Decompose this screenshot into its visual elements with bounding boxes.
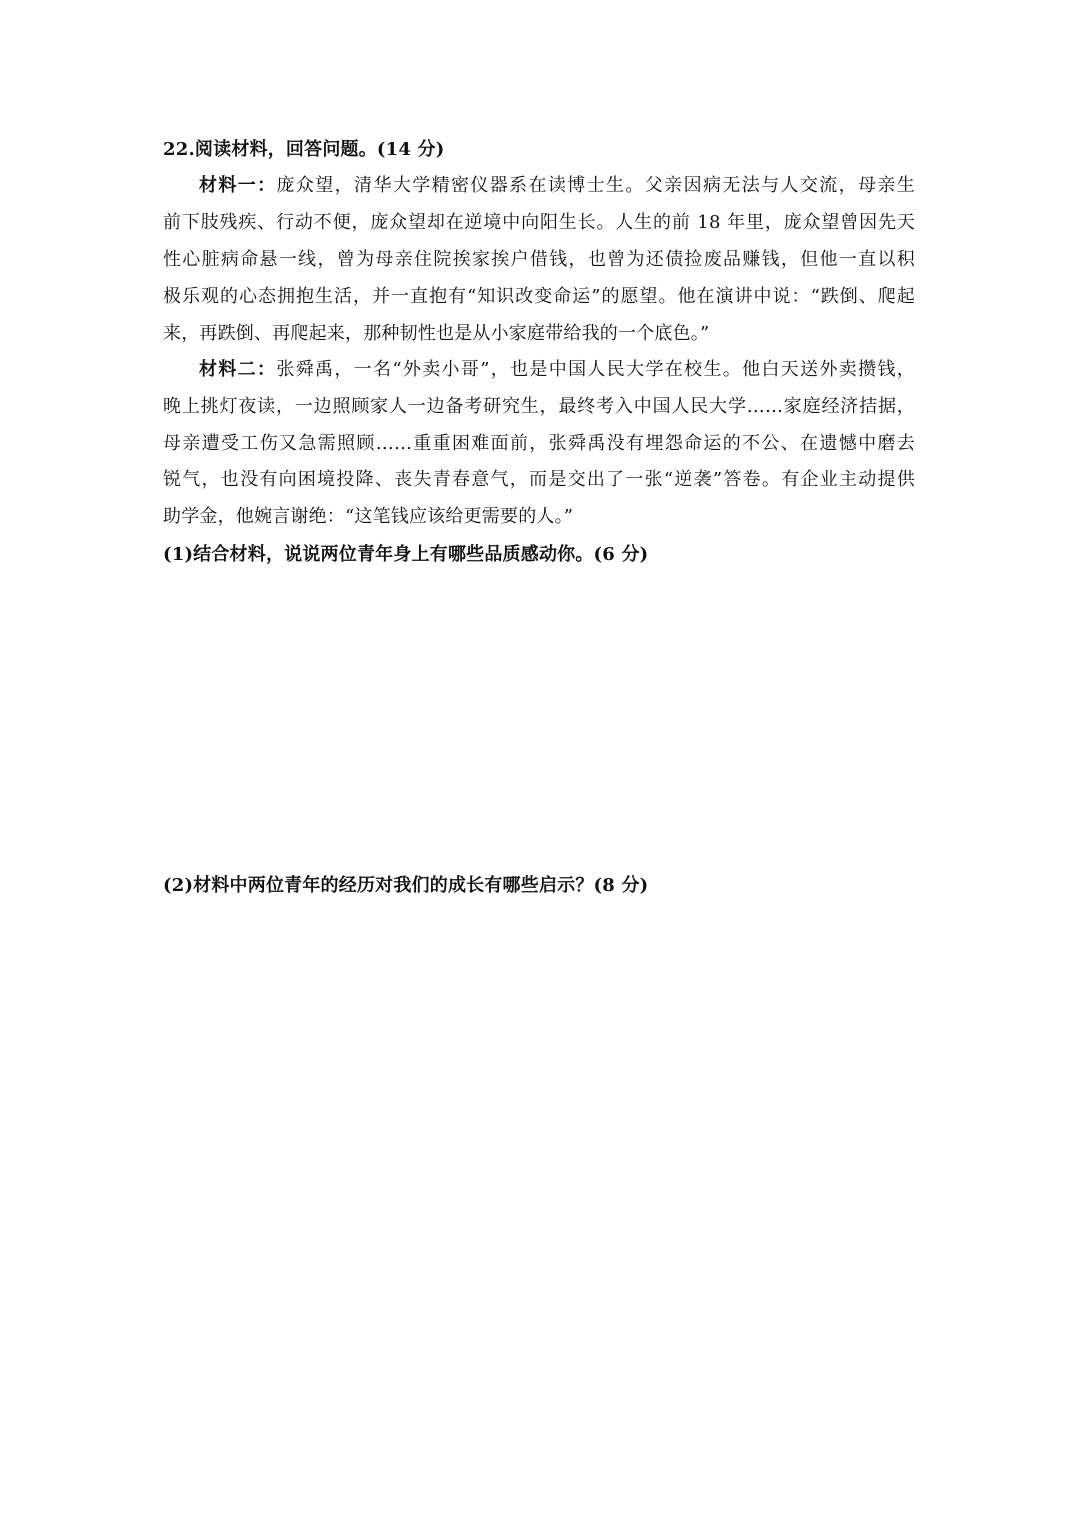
material2-line-1: [199, 357, 915, 383]
material1-text-1: 庞众望，清华大学精密仪器系在读博士生。父亲因病无法与人交流，母亲生: [276, 175, 915, 196]
material1-line-5: 来，再跌倒、再爬起来，那种韧性也是从小家庭带给我的一个底色。”: [163, 323, 710, 344]
material2-line-4: 锐气，也没有向困境投降、丧失青春意气，而是交出了一张“逆袭”答卷。有企业主动提供: [163, 469, 915, 490]
material1-label: 材料一：: [199, 175, 277, 196]
subquestion-1: (1)结合材料，说说两位青年身上有哪些品质感动你。(6 分): [163, 544, 649, 565]
material2-label: 材料二：: [199, 359, 277, 380]
material1-line-1: [199, 173, 915, 199]
material2-line-5: 助学金，他婉言谢绝：“这笔钱应该给更需要的人。”: [163, 506, 574, 527]
material1-line-2: 前下肢残疾、行动不便，庞众望却在逆境中向阳生长。人生的前 18 年里，庞众望曾因先天: [163, 212, 915, 233]
material2-text-1: 张舜禹，一名“外卖小哥”，也是中国人民大学在校生。他白天送外卖攒钱，: [276, 359, 915, 380]
material1-line-4: 极乐观的心态拥抱生活，并一直抱有“知识改变命运”的愿望。他在演讲中说：“跌倒、爬起: [163, 286, 915, 307]
question-title: 22.阅读材料，回答问题。(14 分): [163, 139, 445, 160]
subquestion-2: (2)材料中两位青年的经历对我们的成长有哪些启示？(8 分): [163, 875, 649, 896]
material2-line-2: 晚上挑灯夜读，一边照顾家人一边备考研究生，最终考入中国人民大学……家庭经济拮据，: [163, 396, 915, 417]
material2-line-3: 母亲遭受工伤又急需照顾……重重困难面前，张舜禹没有埋怨命运的不公、在遗憾中磨去: [163, 433, 915, 454]
material1-line-3: 性心脏病命悬一线，曾为母亲住院挨家挨户借钱，也曾为还债捡废品赚钱，但他一直以积: [163, 249, 915, 270]
